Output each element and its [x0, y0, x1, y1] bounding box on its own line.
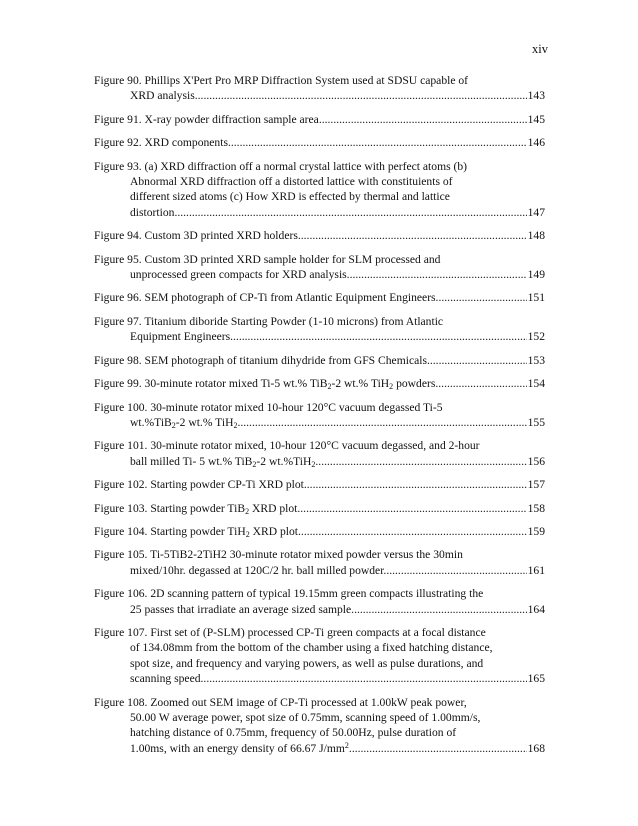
toc-entry-text-line: Figure 100. 30-minute rotator mixed 10-hour 120°C vacuum degassed Ti-5 — [94, 400, 443, 414]
toc-page-number: 152 — [527, 330, 545, 344]
toc-entry-text-line: Figure 108. Zoomed out SEM image of CP-Ti processed at 1.00kW peak power, — [94, 695, 467, 709]
toc-entry-caption: Figure 91. X-ray powder diffraction sample area. — [94, 112, 322, 126]
toc-page-number: 146 — [527, 136, 545, 150]
toc-entry-text-line: 50.00 W average power, spot size of 0.75mm, scanning speed of 1.00mm/s, — [130, 711, 481, 724]
toc-entry-text-line: Figure 106. 2D scanning pattern of typical 19.15mm green compacts illustrating the — [94, 587, 484, 601]
dot-leader — [438, 290, 526, 305]
toc-entry-text-line: Figure 107. First set of (P-SLM) processed CP-Ti green compacts at a focal distance — [94, 625, 486, 639]
toc-entry[interactable] — [94, 314, 545, 345]
toc-page-number: 151 — [527, 291, 545, 305]
toc-entry-text-line: Figure 95. Custom 3D printed XRD sample holder for SLM processed and — [94, 252, 441, 266]
dot-leader — [386, 563, 526, 578]
toc-entry-caption: 1.00ms, with an energy density of 66.67 $J/mm^2$. — [130, 740, 352, 755]
toc-entry[interactable] — [94, 625, 545, 687]
toc-entry[interactable] — [94, 524, 545, 539]
toc-entry-caption: Equipment Engineers. — [130, 330, 234, 344]
dot-leader — [352, 741, 527, 756]
toc-page-number: 157 — [527, 478, 545, 492]
dot-leader — [231, 135, 527, 150]
dot-leader — [198, 88, 527, 103]
dot-leader — [177, 205, 526, 220]
toc-page-number: 143 — [527, 89, 545, 103]
toc-entry-caption: Figure 98. SEM photograph of titanium dihydride from GFS Chemicals. — [94, 353, 430, 367]
dot-leader — [322, 112, 527, 127]
toc-entry[interactable] — [94, 112, 545, 127]
toc-page-number: 154 — [527, 377, 545, 391]
toc-entry-caption: Figure 99. 30-minute rotator mixed Ti-5 wt.% TiB$_2$-2 wt.% TiH$_2$ powders. — [94, 377, 439, 392]
toc-entry-caption: 25 passes that irradiate an average sized sample. — [130, 602, 355, 616]
toc-page-number: 159 — [527, 524, 545, 538]
toc-page-number: 145 — [527, 112, 545, 126]
toc-page-number: 156 — [527, 454, 545, 468]
toc-entry-caption: Figure 94. Custom 3D printed XRD holders. — [94, 229, 301, 243]
toc-entry-caption: Figure 103. Starting powder TiB$_2$ XRD plot. — [94, 501, 301, 516]
toc-entry[interactable] — [94, 400, 545, 431]
dot-leader — [237, 415, 526, 430]
toc-entry[interactable] — [94, 695, 545, 757]
toc-entry[interactable] — [94, 477, 545, 492]
toc-page-number: 149 — [527, 268, 545, 282]
toc-entry-caption: Figure 92. XRD components. — [94, 136, 231, 150]
dot-leader — [438, 376, 526, 391]
toc-entry-caption: mixed/10hr. degassed at 120C/2 hr. ball milled powder. — [130, 563, 387, 577]
toc-entry-text-line: Abnormal XRD diffraction off a distorted lattice with constituients of — [130, 175, 453, 189]
page-number: xiv — [532, 42, 548, 56]
list-of-figures — [94, 73, 545, 764]
toc-entry[interactable] — [94, 353, 545, 368]
toc-entry[interactable] — [94, 252, 545, 283]
toc-entry[interactable] — [94, 159, 545, 221]
toc-page-number: 155 — [527, 415, 545, 429]
toc-entry-text-line: Figure 90. Phillips X'Pert Pro MRP Diffraction System used at SDSU capable of — [94, 74, 469, 87]
toc-entry-caption: unprocessed green compacts for XRD analysis. — [130, 268, 350, 282]
toc-entry-caption: scanning speed. — [130, 672, 204, 686]
toc-entry-text-line: Figure 105. Ti-5TiB2-2TiH2 30-minute rotator mixed powder versus the 30min — [94, 548, 463, 562]
dot-leader — [203, 671, 526, 686]
toc-page-number: 161 — [527, 563, 545, 577]
toc-entry-caption: distortion. — [130, 205, 178, 219]
toc-entry-caption: Figure 102. Starting powder CP-Ti XRD plot. — [94, 478, 307, 492]
toc-entry[interactable] — [94, 501, 545, 516]
dot-leader — [233, 329, 527, 344]
toc-entry-caption: XRD analysis. — [130, 89, 198, 103]
dot-leader — [354, 602, 527, 617]
toc-entry[interactable] — [94, 228, 545, 243]
toc-entry-text-line: spot size, and frequency and varying powers, as well as pulse durations, and — [130, 656, 484, 670]
toc-page-number: 168 — [527, 741, 545, 755]
toc-entry-text-line: hatching distance of 0.75mm, frequency of 50.00Hz, pulse duration of — [130, 726, 457, 740]
toc-page-number: 158 — [527, 501, 545, 515]
dot-leader — [430, 353, 527, 368]
toc-entry-text-line: of 134.08mm from the bottom of the chamber using a fixed hatching distance, — [130, 641, 493, 655]
dot-leader — [350, 267, 527, 282]
toc-entry-caption: wt.%TiB$_2$-2 wt.% TiH$_2$ — [130, 415, 238, 430]
dot-leader — [315, 454, 526, 469]
dot-leader — [301, 228, 527, 243]
toc-page-number: 148 — [527, 229, 545, 243]
toc-entry[interactable] — [94, 135, 545, 150]
dot-leader — [300, 501, 526, 516]
toc-entry-text-line: Figure 101. 30-minute rotator mixed, 10-hour 120°C vacuum degassed, and 2-hour — [94, 439, 480, 453]
toc-entry[interactable] — [94, 547, 545, 578]
toc-entry-text-line: different sized atoms (c) How XRD is effected by thermal and lattice — [130, 190, 450, 204]
dot-leader — [301, 524, 527, 539]
toc-entry[interactable] — [94, 376, 545, 391]
toc-page-number: 153 — [527, 353, 545, 367]
toc-entry[interactable] — [94, 438, 545, 469]
toc-page-number: 165 — [527, 672, 545, 686]
toc-page-number: 164 — [527, 602, 545, 616]
toc-page-number: 147 — [527, 205, 545, 219]
toc-entry-text-line: Figure 97. Titanium diboride Starting Powder (1-10 microns) from Atlantic — [94, 314, 444, 328]
toc-entry-text-line: Figure 93. (a) XRD diffraction off a normal crystal lattice with perfect atoms (b) — [94, 159, 468, 173]
toc-entry[interactable] — [94, 290, 545, 305]
toc-entry-caption: Figure 104. Starting powder TiH$_2$ XRD plot. — [94, 524, 301, 539]
toc-entry[interactable] — [94, 73, 545, 104]
toc-entry-caption: ball milled Ti- 5 wt.% TiB$_2$-2 wt.%TiH$_2$ — [130, 454, 316, 469]
dot-leader — [307, 477, 527, 492]
toc-entry[interactable] — [94, 586, 545, 617]
toc-entry-caption: Figure 96. SEM photograph of CP-Ti from Atlantic Equipment Engineers. — [94, 291, 439, 305]
